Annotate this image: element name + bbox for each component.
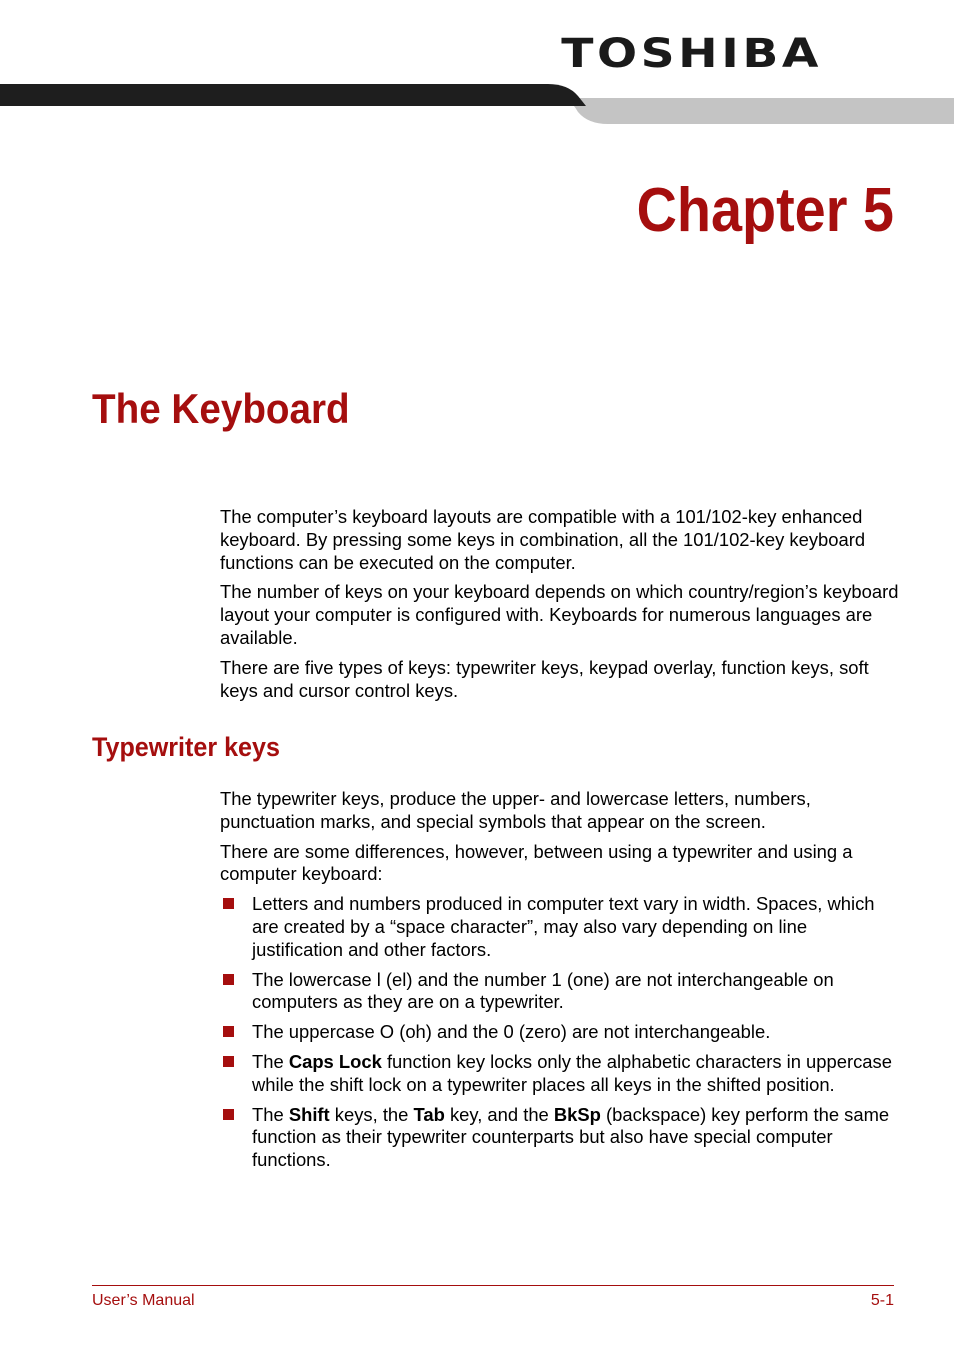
footer-manual-title: User’s Manual — [92, 1292, 195, 1309]
bullet-item — [220, 893, 900, 961]
bullet-text: key, and the — [444, 1103, 554, 1125]
toshiba-logo: TOSHIBA — [561, 31, 822, 77]
bullet-square-icon — [223, 1026, 234, 1037]
bullet-square-icon — [223, 1109, 234, 1120]
intro-paragraph: The computer’s keyboard layouts are compatible with a 101/102-key enhanced keyboard. By pressing some keys in combination, all the 101/102-key keyboard functions can be executed on the computer. — [220, 506, 866, 573]
key-name: Caps Lock — [288, 1050, 382, 1072]
footer-rule — [92, 1285, 894, 1286]
bullet-text: Letters and numbers produced in computer text vary in width. Spaces, which are created by a “space character”, may also vary depending on line justification and other factors. — [252, 893, 875, 960]
intro-block — [220, 506, 900, 709]
typewriter-paragraph: The typewriter keys, produce the upper- and lowercase letters, numbers, punctuation marks, and special symbols that appear on the screen. — [220, 788, 811, 832]
key-name: BkSp — [553, 1103, 601, 1125]
bullet-text: keys, the — [329, 1103, 414, 1125]
intro-paragraph: The number of keys on your keyboard depends on which country/region’s keyboard layout your computer is configured with. Keyboards for numerous languages are available. — [220, 581, 899, 648]
typewriter-block — [220, 788, 900, 1179]
header-band-light — [560, 98, 954, 124]
bullet-item — [220, 1021, 900, 1044]
bullet-item — [220, 1104, 900, 1172]
header-band-dark — [0, 84, 586, 106]
bullet-item — [220, 1051, 900, 1097]
bullet-item — [220, 969, 900, 1015]
bullet-square-icon — [223, 898, 234, 909]
key-name: Tab — [413, 1103, 445, 1125]
intro-paragraph: There are five types of keys: typewriter keys, keypad overlay, function keys, soft keys and cursor control keys. — [220, 656, 869, 701]
bullet-square-icon — [223, 974, 234, 985]
bullet-text: The — [252, 1103, 289, 1125]
key-name: Shift — [288, 1103, 330, 1125]
footer-page-number: 5-1 — [870, 1292, 894, 1309]
header-band — [0, 84, 954, 126]
bullet-text: (backspace) key perform the same function as their typewriter counterparts but also have special computer functions. — [252, 1103, 890, 1171]
section-title: The Keyboard — [92, 385, 350, 432]
chapter-title: Chapter 5 — [636, 176, 894, 245]
bullet-text: The — [252, 1050, 289, 1072]
bullet-text: The lowercase l (el) and the number 1 (one) are not interchangeable on computers as they are on a typewriter. — [252, 968, 834, 1013]
bullet-text: function key locks only the alphabetic characters in uppercase while the shift lock on a typewriter places all keys in the shifted position. — [252, 1050, 892, 1095]
bullet-square-icon — [223, 1056, 234, 1067]
subsection-title-typewriter-keys: Typewriter keys — [92, 732, 280, 762]
typewriter-paragraph: There are some differences, however, between using a typewriter and using a computer keyboard: — [220, 840, 853, 885]
bullet-list — [220, 893, 900, 1172]
bullet-text: The uppercase O (oh) and the 0 (zero) are not interchangeable. — [252, 1021, 771, 1043]
